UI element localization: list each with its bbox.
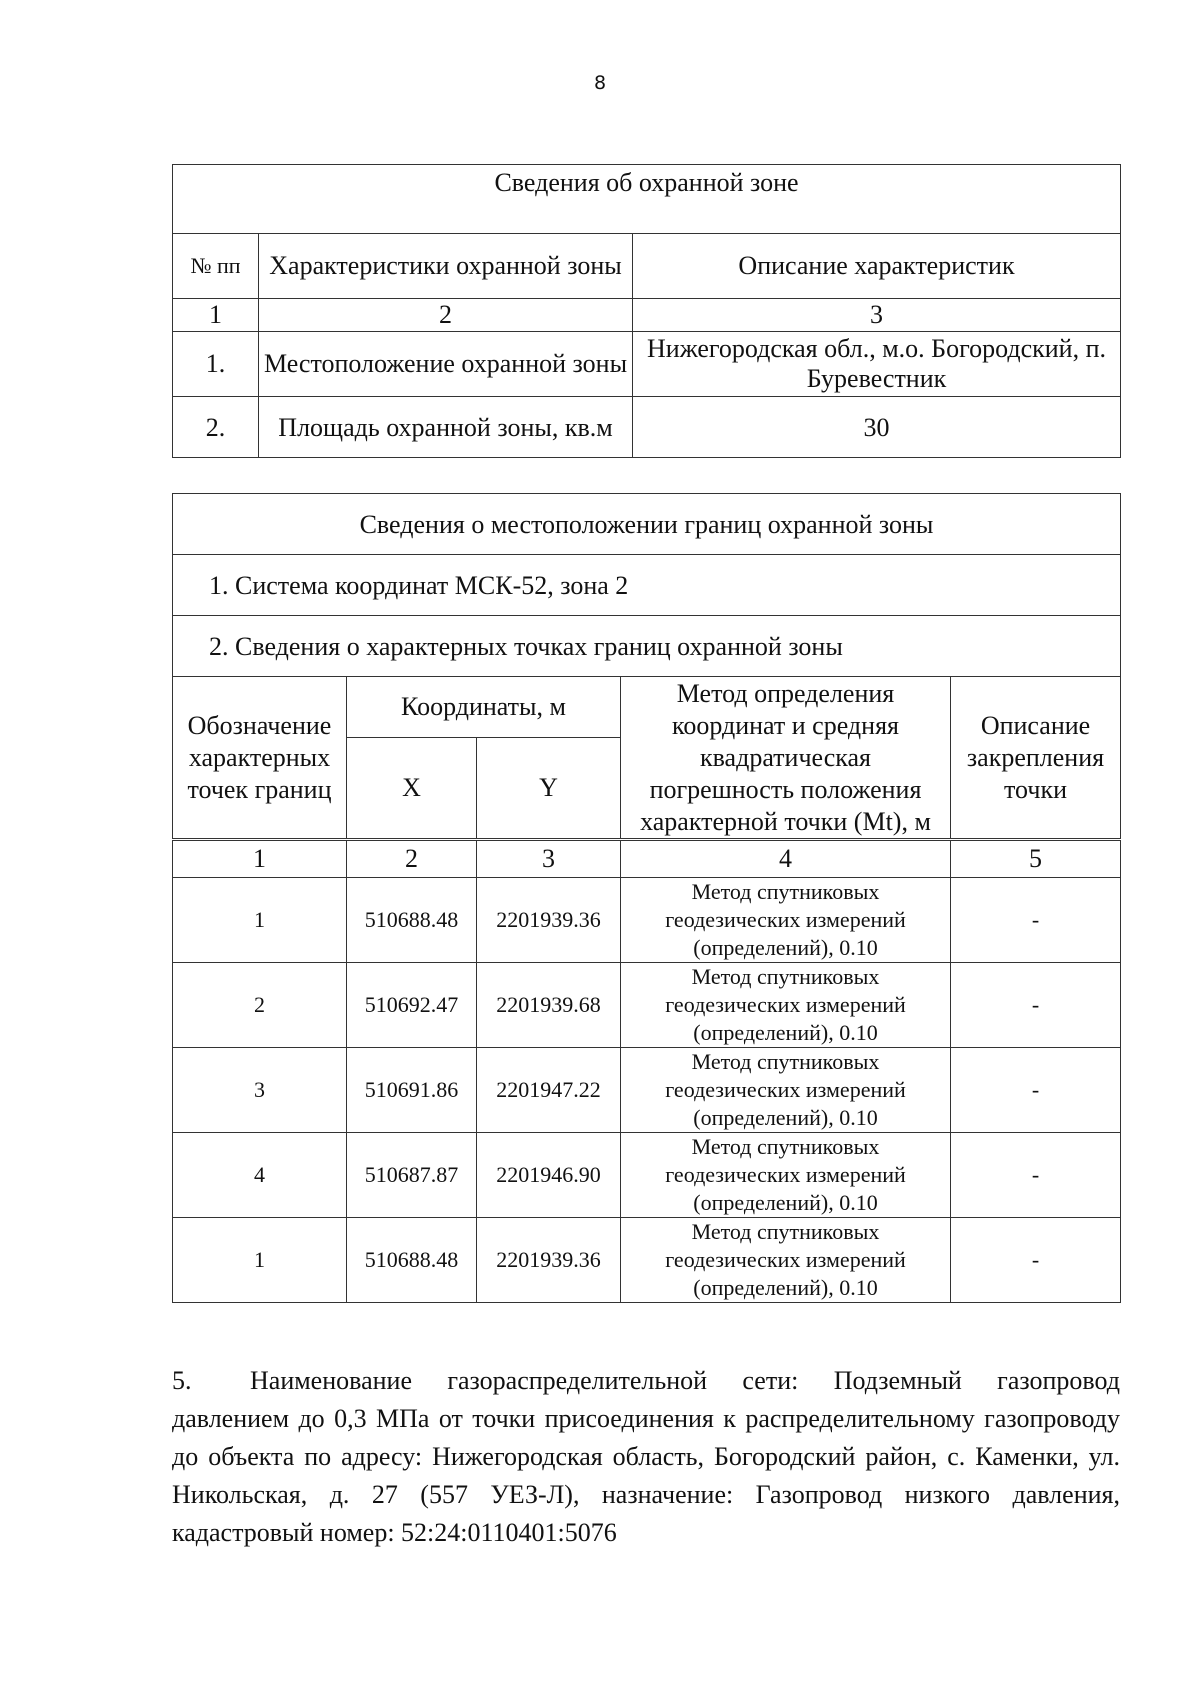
point-y: 2201947.22 bbox=[477, 1048, 621, 1133]
boundaries-table bbox=[172, 493, 1121, 1303]
zone-col-number: 3 bbox=[633, 299, 1121, 332]
header-method: Метод определения координат и средняя квадратическая погрешность положения характерной точки (Mt), м bbox=[621, 677, 951, 840]
point-y: 2201939.36 bbox=[477, 878, 621, 963]
bound-col-number: 1 bbox=[173, 840, 347, 878]
table-row bbox=[173, 397, 1121, 458]
protection-zone-table bbox=[172, 164, 1121, 458]
zone-row-name: Местоположение охранной зоны bbox=[259, 332, 633, 397]
point-method: Метод спутниковых геодезических измерений (определений), 0.10 bbox=[621, 963, 951, 1048]
coordinate-system: 1. Система координат МСК-52, зона 2 bbox=[173, 555, 1121, 616]
bound-col-number: 5 bbox=[951, 840, 1121, 878]
table-row bbox=[173, 1133, 1121, 1218]
zone-row-name: Площадь охранной зоны, кв.м bbox=[259, 397, 633, 458]
bound-col-number: 2 bbox=[347, 840, 477, 878]
point-id: 3 bbox=[173, 1048, 347, 1133]
point-fixing: - bbox=[951, 1218, 1121, 1303]
point-x: 510691.86 bbox=[347, 1048, 477, 1133]
point-y: 2201939.36 bbox=[477, 1218, 621, 1303]
zone-row-number: 1. bbox=[173, 332, 259, 397]
header-y: Y bbox=[477, 738, 621, 840]
point-method: Метод спутниковых геодезических измерений (определений), 0.10 bbox=[621, 1048, 951, 1133]
bound-col-number: 3 bbox=[477, 840, 621, 878]
points-title: 2. Сведения о характерных точках границ охранной зоны bbox=[173, 616, 1121, 677]
zone-row-value: 30 bbox=[633, 397, 1121, 458]
zone-col-number: 1 bbox=[173, 299, 259, 332]
table-row bbox=[173, 878, 1121, 963]
zone-header-description: Описание характеристик bbox=[633, 234, 1121, 299]
point-method: Метод спутниковых геодезических измерений (определений), 0.10 bbox=[621, 878, 951, 963]
point-x: 510688.48 bbox=[347, 878, 477, 963]
table-row bbox=[173, 332, 1121, 397]
paragraph-text: Наименование газораспределительной сети: Подземный газопровод давлением до 0,3 МПа от точки присоединения к распределительному газопроводу до объекта по адресу: Нижегородская область, Богородский район, с. Каменки, ул. Никольская, д. 27 (557 УЕЗ-Л), назначение: Газопровод низкого давления, кадастровый номер: 52:24:0110401:5076 bbox=[172, 1366, 1120, 1547]
zone-table-title: Сведения об охранной зоне bbox=[173, 165, 1121, 234]
boundaries-title: Сведения о местоположении границ охранной зоны bbox=[173, 494, 1121, 555]
header-x: X bbox=[347, 738, 477, 840]
zone-row-value: Нижегородская обл., м.о. Богородский, п. Буревестник bbox=[633, 332, 1121, 397]
zone-header-number: № пп bbox=[173, 234, 259, 299]
point-fixing: - bbox=[951, 1133, 1121, 1218]
point-y: 2201946.90 bbox=[477, 1133, 621, 1218]
point-x: 510688.48 bbox=[347, 1218, 477, 1303]
point-id: 1 bbox=[173, 878, 347, 963]
point-id: 2 bbox=[173, 963, 347, 1048]
point-y: 2201939.68 bbox=[477, 963, 621, 1048]
point-fixing: - bbox=[951, 963, 1121, 1048]
header-designation: Обозначение характерных точек границ bbox=[173, 677, 347, 840]
page-number: 8 bbox=[593, 72, 607, 94]
point-id: 1 bbox=[173, 1218, 347, 1303]
zone-row-number: 2. bbox=[173, 397, 259, 458]
table-row bbox=[173, 1218, 1121, 1303]
point-method: Метод спутниковых геодезических измерений (определений), 0.10 bbox=[621, 1133, 951, 1218]
header-coordinates: Координаты, м bbox=[347, 677, 621, 738]
zone-header-characteristics: Характеристики охранной зоны bbox=[259, 234, 633, 299]
point-x: 510687.87 bbox=[347, 1133, 477, 1218]
point-x: 510692.47 bbox=[347, 963, 477, 1048]
point-method: Метод спутниковых геодезических измерений (определений), 0.10 bbox=[621, 1218, 951, 1303]
header-fixing: Описание закрепления точки bbox=[951, 677, 1121, 840]
zone-col-number: 2 bbox=[259, 299, 633, 332]
point-id: 4 bbox=[173, 1133, 347, 1218]
point-fixing: - bbox=[951, 1048, 1121, 1133]
point-fixing: - bbox=[951, 878, 1121, 963]
bound-col-number: 4 bbox=[621, 840, 951, 878]
paragraph-number: 5. bbox=[172, 1366, 192, 1395]
gas-network-paragraph bbox=[172, 1362, 1120, 1552]
table-row bbox=[173, 1048, 1121, 1133]
table-row bbox=[173, 963, 1121, 1048]
